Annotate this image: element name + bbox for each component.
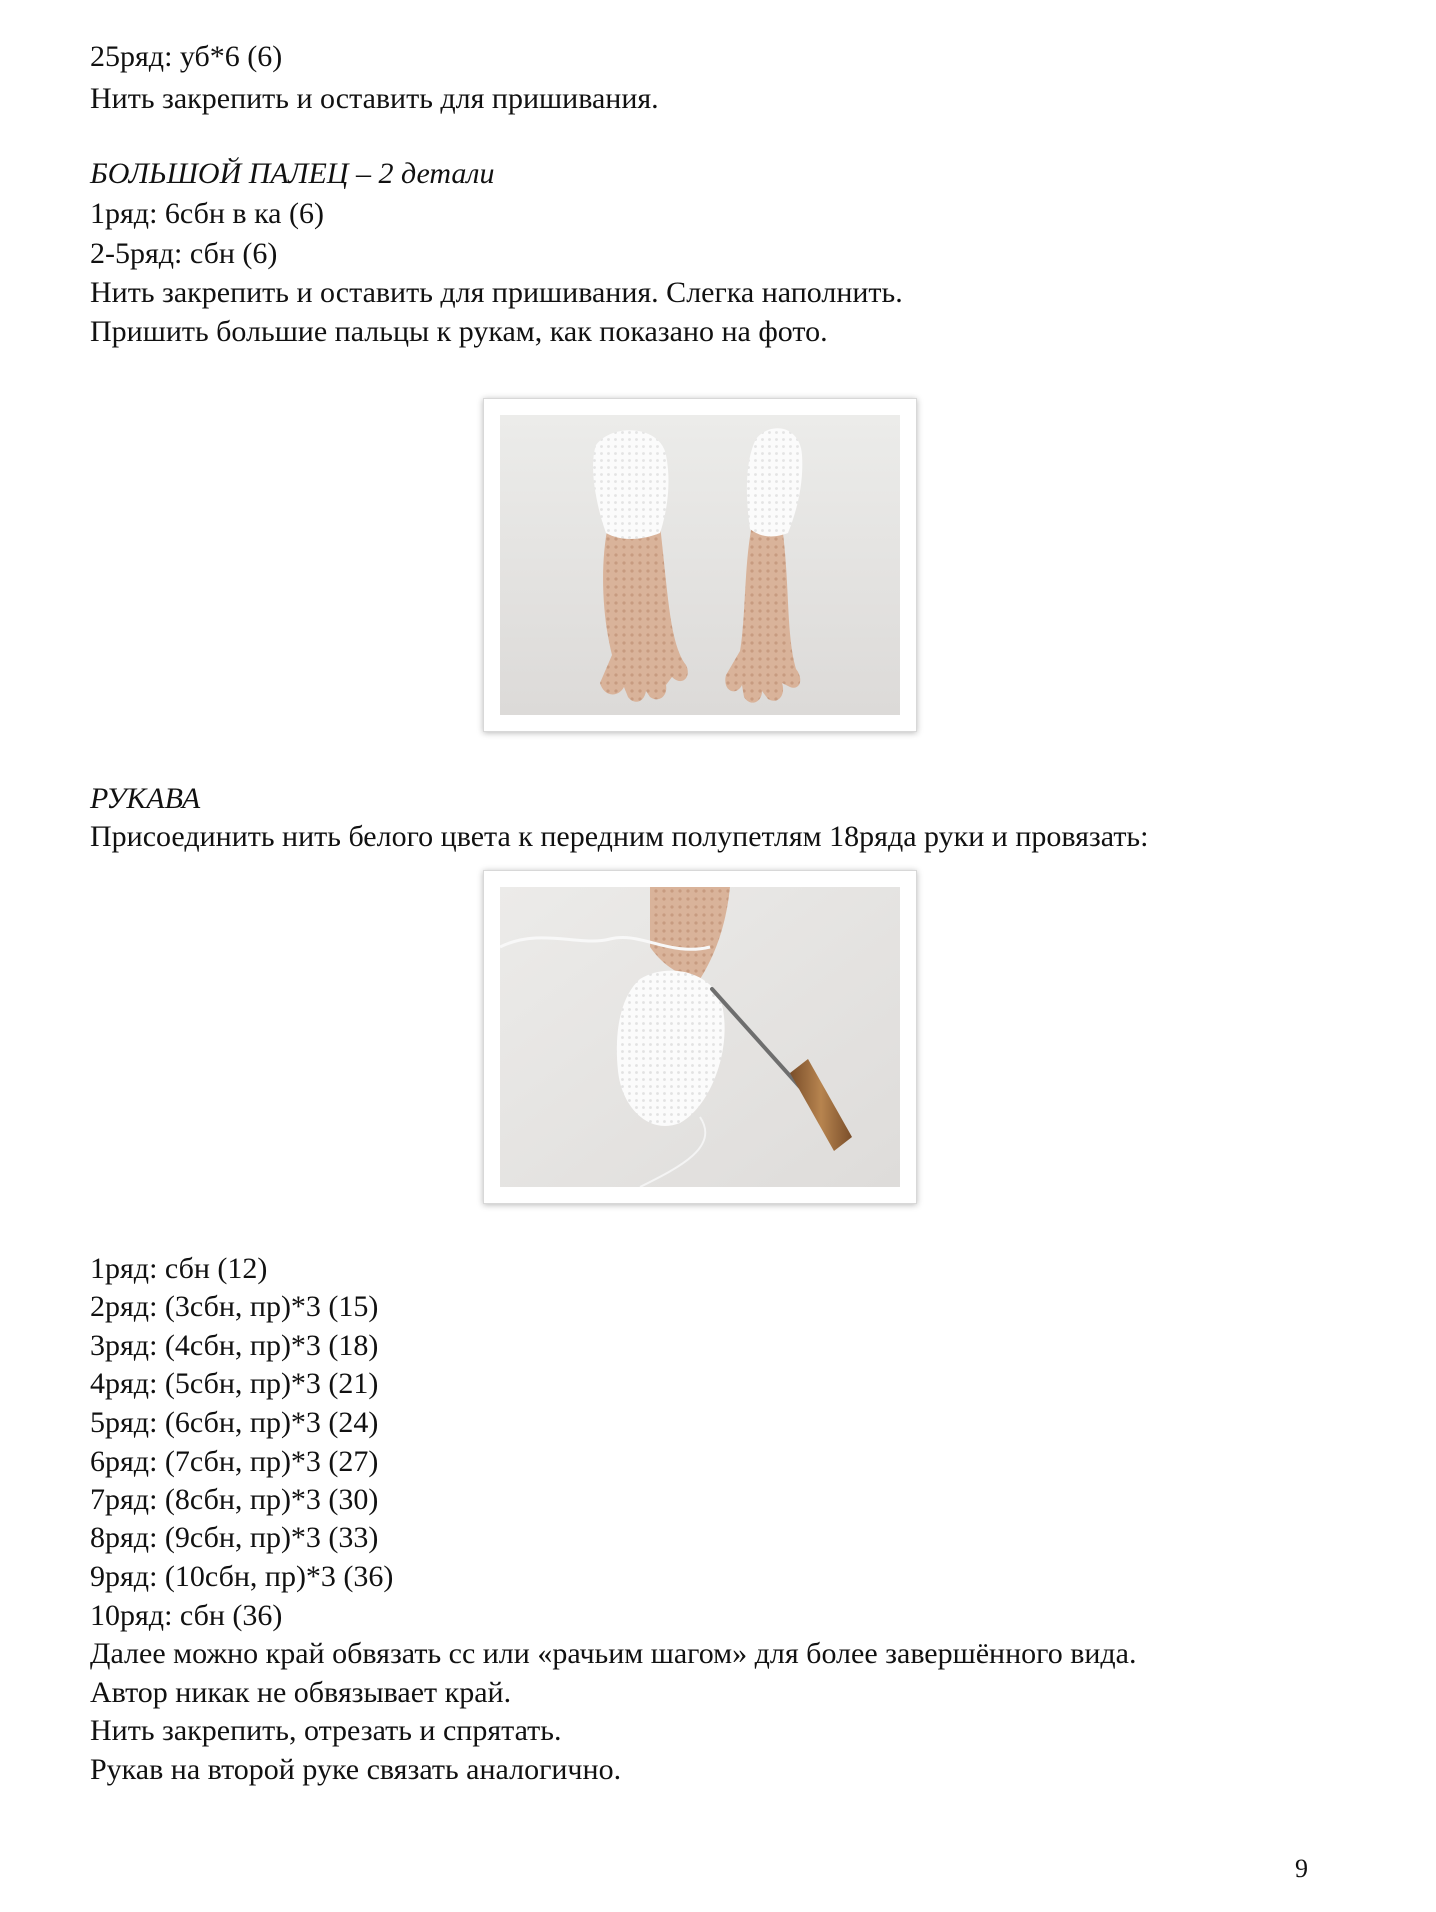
- sleeve-row-8: 8ряд: (9сбн, пр)*3 (33): [90, 1521, 379, 1554]
- thumb-row-2-5: 2-5ряд: сбн (6): [90, 237, 278, 270]
- sleeve-row-7: 7ряд: (8сбн, пр)*3 (30): [90, 1483, 379, 1516]
- sleeves-intro: Присоединить нить белого цвета к передним полупетлям 18ряда руки и провязать:: [90, 820, 1149, 853]
- sleeve-row-5: 5ряд: (6сбн, пр)*3 (24): [90, 1406, 379, 1439]
- sleeve-photo: [483, 870, 917, 1204]
- thumb-row-1: 1ряд: 6сбн в ка (6): [90, 197, 324, 230]
- sleeve-row-3: 3ряд: (4сбн, пр)*3 (18): [90, 1329, 379, 1362]
- author-note-line: Автор никак не обвязывает край.: [90, 1676, 512, 1709]
- thumb-fasten-line: Нить закрепить и оставить для пришивания. Слегка наполнить.: [90, 276, 903, 309]
- sleeve-row-4: 4ряд: (5сбн, пр)*3 (21): [90, 1367, 379, 1400]
- thumb-sew-line: Пришить большие пальцы к рукам, как показано на фото.: [90, 315, 828, 348]
- sleeves-heading: РУКАВА: [90, 782, 201, 815]
- row-25-line: 25ряд: уб*6 (6): [90, 40, 283, 73]
- sleeve-photo-image: [500, 887, 900, 1187]
- edge-option-line: Далее можно край обвязать сс или «рачьим шагом» для более завершённого вида.: [90, 1637, 1137, 1670]
- sleeve-row-10: 10ряд: сбн (36): [90, 1599, 283, 1632]
- sleeve-row-1: 1ряд: сбн (12): [90, 1252, 268, 1285]
- sleeve-row-9: 9ряд: (10сбн, пр)*3 (36): [90, 1560, 394, 1593]
- fasten-thread-line: Нить закрепить и оставить для пришивания.: [90, 82, 659, 115]
- sleeve-row-6: 6ряд: (7сбн, пр)*3 (27): [90, 1445, 379, 1478]
- thumb-heading: БОЛЬШОЙ ПАЛЕЦ – 2 детали: [90, 157, 495, 190]
- second-sleeve-line: Рукав на второй руке связать аналогично.: [90, 1753, 622, 1786]
- fasten-cut-line: Нить закрепить, отрезать и спрятать.: [90, 1714, 562, 1747]
- page-number: 9: [1295, 1854, 1308, 1883]
- arms-photo-image: [500, 415, 900, 715]
- sleeve-row-2: 2ряд: (3сбн, пр)*3 (15): [90, 1290, 379, 1323]
- arms-photo: [483, 398, 917, 732]
